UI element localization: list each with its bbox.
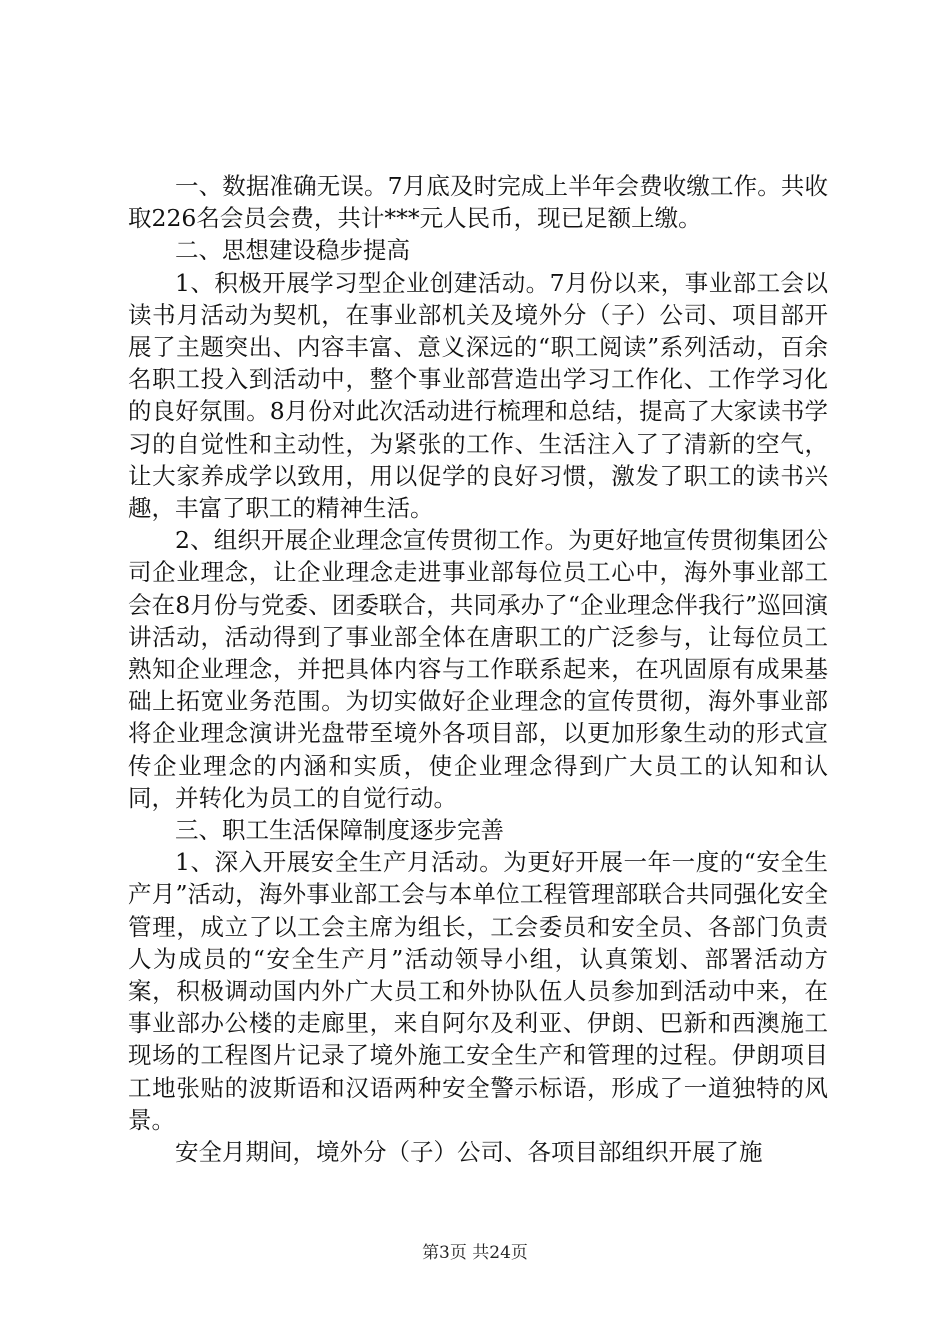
paragraph-learning-activity: 1、积极开展学习型企业创建活动。7月份以来，事业部工会以读书月活动为契机，在事业部机关及境外分（子）公司、项目部开展了主题突出、内容丰富、意义深远的“职工阅读”系列活动，百余名职工投入到活动中，整个事业部营造出学习工作化、工作学习化的良好氛围。8月份对此次活动进行梳理和总结，提高了大家读书学习的自觉性和主动性，为紧张的工作、生活注入了了清新的空气，让大家养成学以致用，用以促学的良好习惯，激发了职工的读书兴趣，丰富了职工的精神生活。 [128,268,828,523]
document-body [128,170,828,1168]
section-heading-welfare: 三、职工生活保障制度逐步完善 [175,816,504,845]
paragraph-safety-month: 1、深入开展安全生产月活动。为更好开展一年一度的“安全生产月”活动，海外事业部工会与本单位工程管理部联合共同强化安全管理，成立了以工会主席为组长，工会委员和安全员、各部门负责人为成员的“安全生产月”活动领导小组，认真策划、部署活动方案，积极调动国内外广大员工和外协队伍人员参加到活动中来，在事业部办公楼的走廊里，来自阿尔及利亚、伊朗、巴新和西澳施工现场的工程图片记录了境外施工安全生产和管理的过程。伊朗项目工地张贴的波斯语和汉语两种安全警示标语，形成了一道独特的风景。 [128,848,828,1134]
section-heading-ideology: 二、思想建设稳步提高 [175,236,410,265]
paragraph-corporate-philosophy: 2、组织开展企业理念宣传贯彻工作。为更好地宣传贯彻集团公司企业理念，让企业理念走进事业部每位员工心中，海外事业部工会在8月份与党委、团委联合，共同承办了“企业理念伴我行”巡回演讲活动，活动得到了事业部全体在唐职工的广泛参与，让每位员工熟知企业理念，并把具体内容与工作联系起来，在巩固原有成果基础上拓宽业务范围。为切实做好企业理念的宣传贯彻，海外事业部将企业理念演讲光盘带至境外各项目部，以更加形象生动的形式宣传企业理念的内涵和实质，使企业理念得到广大员工的认知和认同，并转化为员工的自觉行动。 [128,526,828,812]
paragraph-safety-month-continued: 安全月期间，境外分（子）公司、各项目部组织开展了施 [175,1138,763,1167]
paragraph-membership-fees: 一、数据准确无误。7月底及时完成上半年会费收缴工作。共收取226名会员会费，共计***元人民币，现已足额上缴。 [128,172,828,233]
page-number-footer: 第3页 共24页 [422,1243,528,1263]
